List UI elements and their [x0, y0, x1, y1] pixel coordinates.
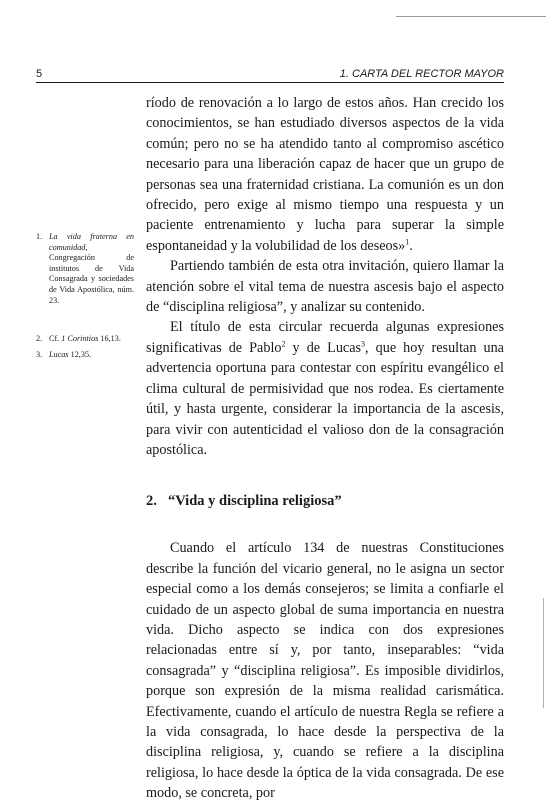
paragraph-3 — [146, 317, 504, 460]
paragraph-4: Cuando el artículo 134 de nuestras Constituciones describe la función del vicario general, no le asigna un sector especial como a los demás consejeros; se limita a confiarle el cuidado de un aspecto global de suma importancia en nuestra vida. Dicho aspecto se indica con dos expresiones relacionadas entre sí y, por tanto, inseparables: “vida consagrada” y “disciplina religiosa”. Es imposible dividirlos, porque son expresión de la misma realidad carismática. Efectivamente, cuando el artículo de nuestra Regla se refiere a la vida consagrada, lo hace desde la perspectiva de la disciplina religiosa, y, cuando se refiere a la disciplina religiosa, lo hace desde la óptica de la vida consagrada. De ese modo, se concreta, por — [146, 540, 504, 802]
footnote-ref-1: 1 — [405, 237, 410, 247]
paragraph-1 — [146, 93, 504, 256]
footnote-text: 16,13. — [98, 334, 121, 343]
margin-scan-mark — [543, 598, 544, 708]
paragraph-3-text-a: El título de esta circular recuerda algunas expresiones significativas de Pablo — [146, 319, 504, 356]
footnote-number: 2. — [36, 334, 43, 343]
chapter-title: 1. CARTA DEL RECTOR MAYOR — [339, 68, 504, 80]
footnote-3 — [36, 350, 134, 361]
footnote-number: 1. — [36, 232, 43, 241]
footnote-text: 12,35. — [68, 350, 92, 359]
main-text-column — [146, 93, 504, 804]
paragraph-1-end: . — [409, 237, 413, 254]
footnote-1 — [36, 232, 134, 306]
footnote-ref-2: 2 — [281, 339, 286, 349]
paragraph-1-text: ríodo de renovación a lo largo de estos años. Han crecido los conocimientos, se han estudiado diversos aspectos de la vida común; pero no se ha atendido tanto al compromiso ascético necesario para una liberación capaz de hacer que un grupo de personas sea una fraternidad cristiana. La comunión es un don ofrecido, pero exige al mismo tiempo una respuesta y un paciente entrenamiento y lucha para superar la simple espontaneidad y la volubilidad de los deseos» — [146, 95, 504, 254]
footnote-prefix: Cf. — [49, 334, 62, 343]
footnote-title: 1 Corintios — [61, 334, 99, 343]
footnote-2 — [36, 334, 134, 345]
top-edge-rule — [396, 16, 546, 17]
footnote-text: Congregación de institutos de Vida Consagrada y sociedades de Vida Apostólica, núm. 23. — [49, 253, 134, 305]
footnote-title: Lucas — [49, 350, 69, 359]
paragraph-2: Partiendo también de esta otra invitación, quiero llamar la atención sobre el vital tema de nuestra ascesis bajo el aspecto de “disciplina religiosa”, y analizar su contenido. — [146, 258, 504, 316]
footnote-title: La vida fraterna en comunidad, — [49, 232, 134, 252]
section-number: 2. — [146, 493, 157, 510]
running-header — [36, 67, 504, 83]
paragraph-3-text-c: , que hoy resultan una advertencia oportuna para contestar con espíritu evangélico el clima cultural de permisividad que nos rodea. Es ciertamente útil, y hasta urgente, considerar la importancia de la ascesis, para vivir con autenticidad el valioso don de la consagración apostólica. — [146, 339, 504, 458]
page-number: 5 — [36, 68, 43, 80]
footnote-number: 3. — [36, 350, 43, 359]
section-heading — [146, 491, 504, 511]
paragraph-3-text-b: y de Lucas — [285, 339, 362, 356]
footnote-ref-3: 3 — [361, 339, 366, 349]
section-title: “Vida y disciplina religiosa” — [168, 493, 342, 510]
